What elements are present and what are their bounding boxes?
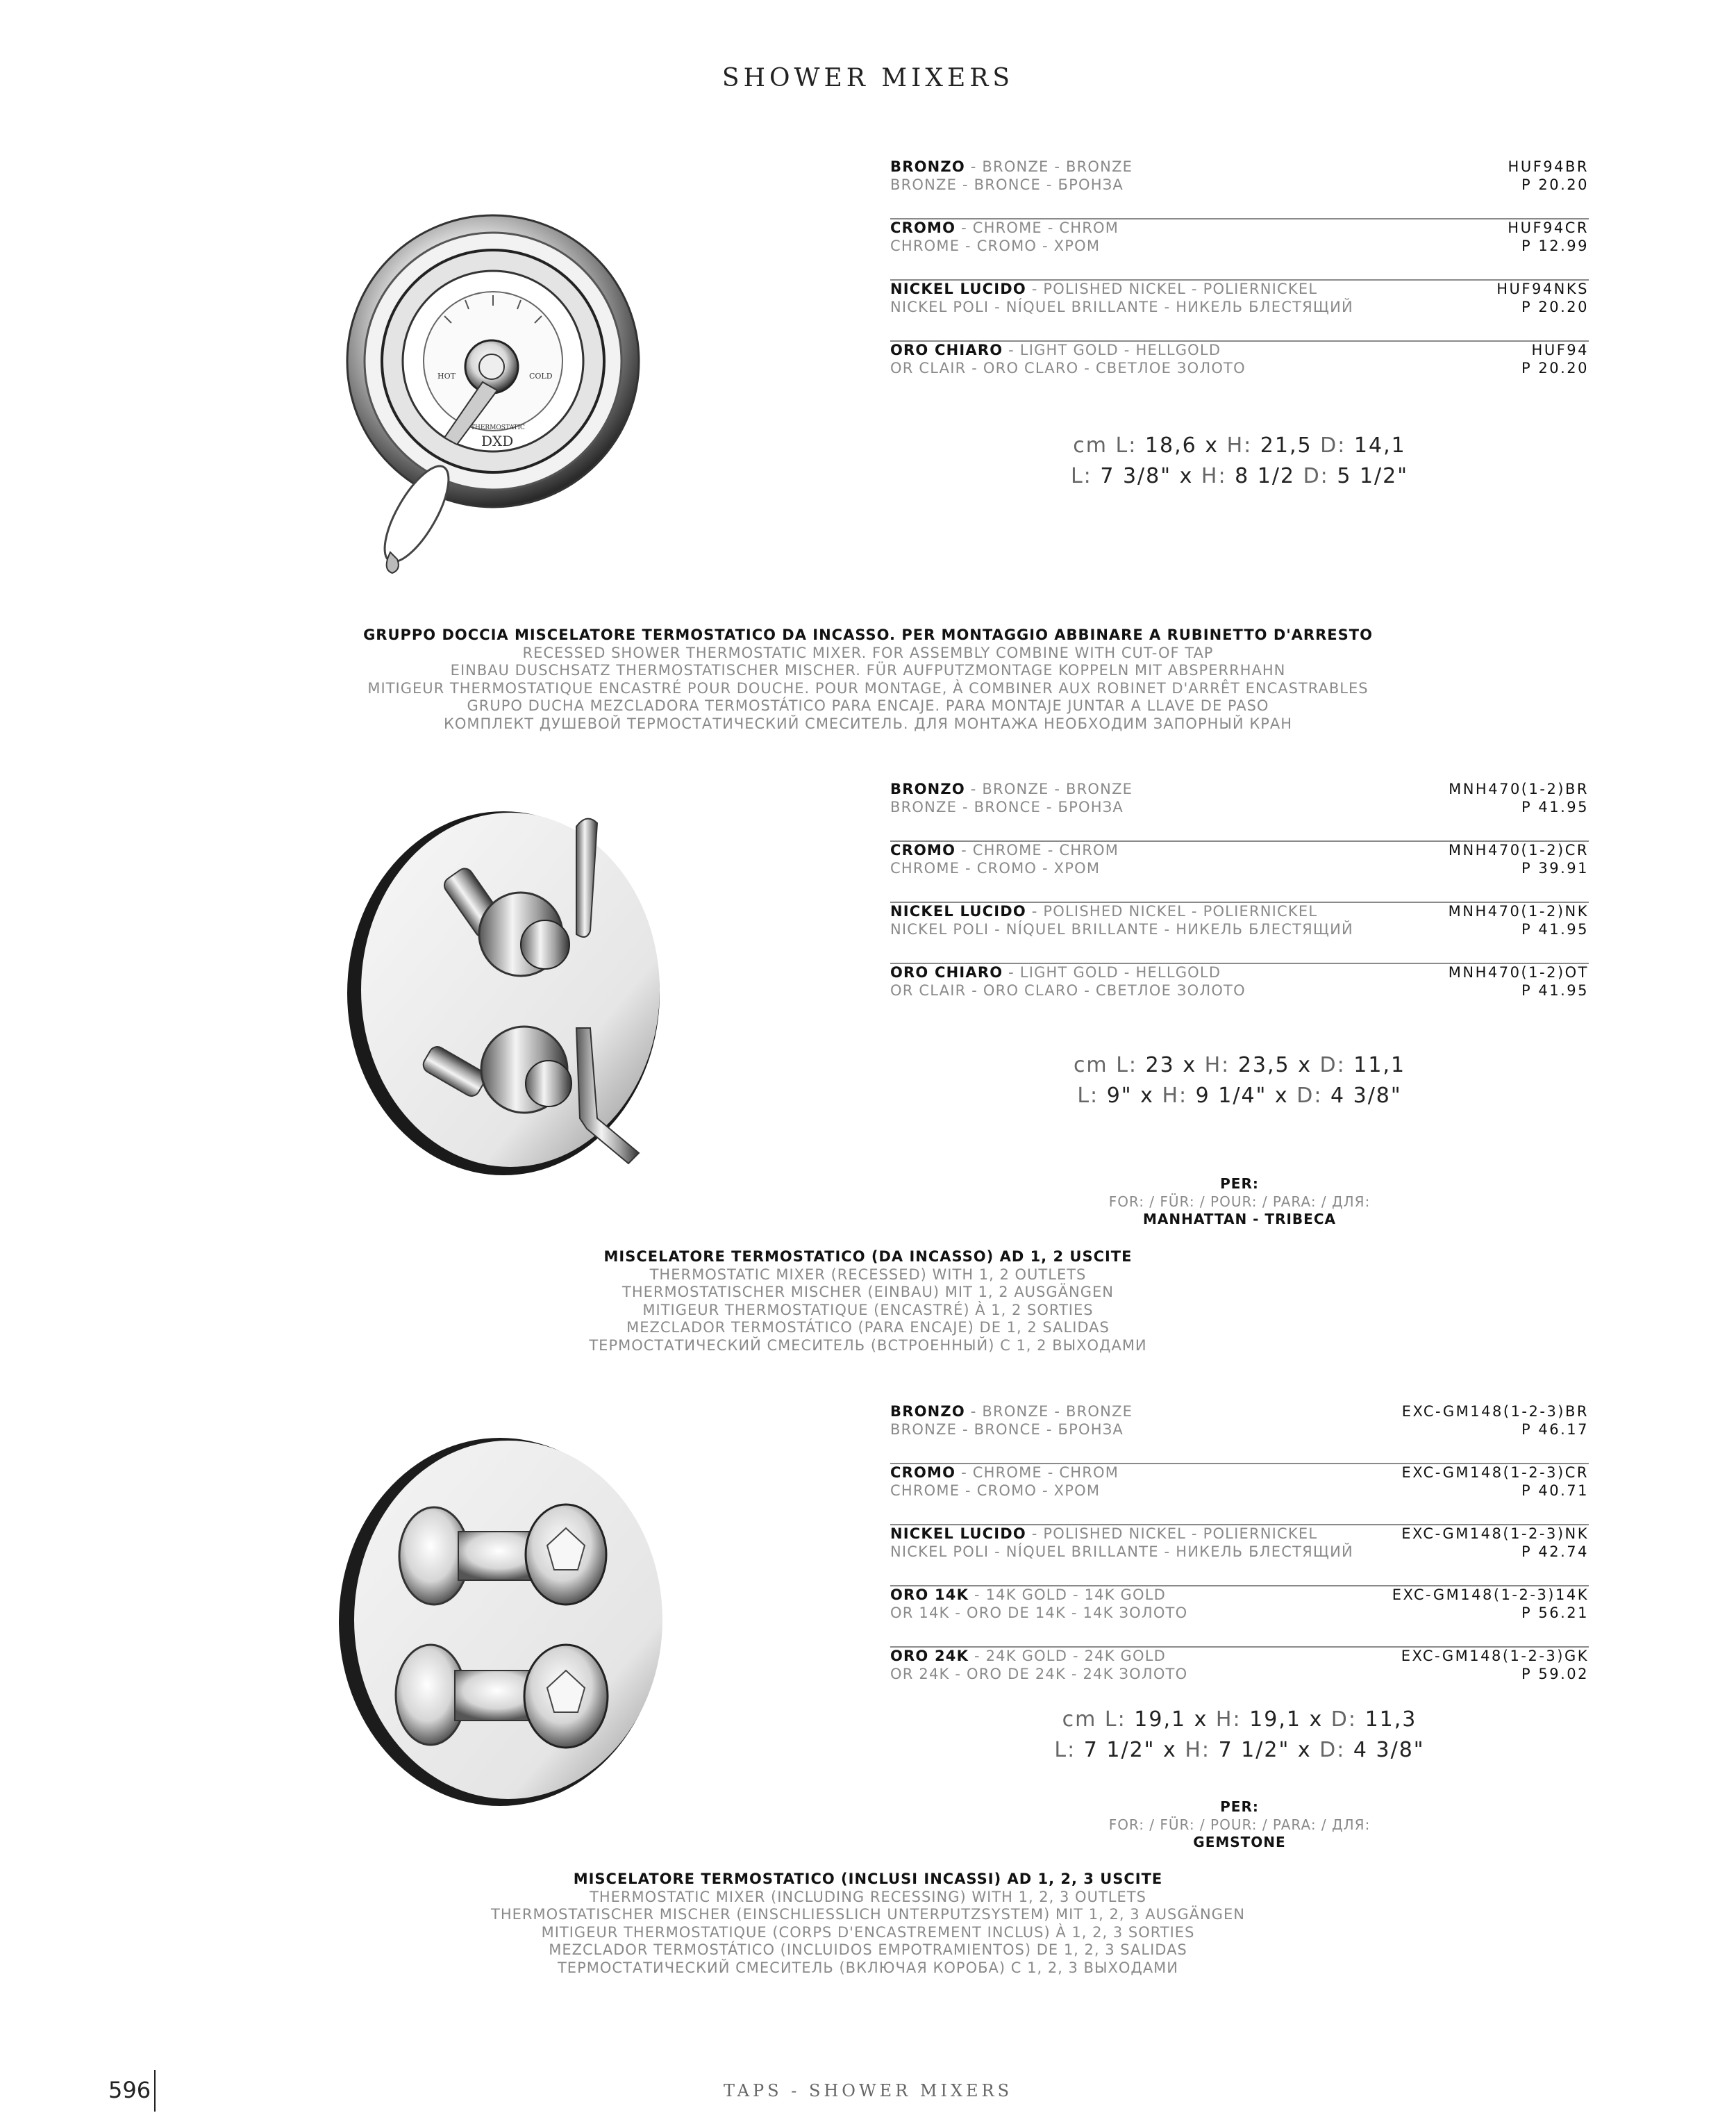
variant-finish-translations: - LIGHT GOLD - HELLGOLD [1003, 342, 1221, 358]
variant-name: ORO CHIARO [890, 342, 1003, 358]
variant-row [890, 842, 1589, 903]
variant-finish-translations-2: OR CLAIR - ORO CLARO - СВЕТЛОЕ ЗОЛОТО [890, 982, 1246, 999]
variant-list-1 [890, 158, 1589, 401]
description-line: THERMOSTATIC MIXER (RECESSED) WITH 1, 2 OUTLETS [649, 1266, 1087, 1283]
variant-finish [890, 903, 1317, 920]
variant-finish [890, 342, 1221, 358]
variant-code: MNH470(1-2)OT [1448, 964, 1589, 981]
description-main: MISCELATORE TERMOSTATICO (DA INCASSO) AD 1, 2 USCITE [603, 1248, 1133, 1265]
variant-code: EXC-GM148(1-2-3)NK [1401, 1525, 1589, 1542]
variant-finish-translations: - LIGHT GOLD - HELLGOLD [1003, 964, 1221, 981]
variant-finish [890, 1464, 1119, 1481]
variant-price: P 39.91 [1521, 860, 1589, 877]
variant-code: MNH470(1-2)BR [1449, 781, 1589, 797]
variant-row [890, 342, 1589, 401]
dial-cold-label: COLD [529, 372, 553, 381]
variant-row [890, 964, 1589, 1024]
variant-finish-translations-2: NICKEL POLI - NÍQUEL BRILLANTE - НИКЕЛЬ БЛЕСТЯЩИЙ [890, 1543, 1353, 1560]
dimensions-1 [890, 431, 1589, 492]
variant-row [890, 1403, 1589, 1464]
page-number: 596 [108, 2077, 151, 2103]
variant-price: P 46.17 [1521, 1421, 1589, 1438]
variant-name: NICKEL LUCIDO [890, 281, 1026, 297]
variant-finish-translations-2: CHROME - CROMO - ХРОМ [890, 1482, 1101, 1499]
variant-row [890, 219, 1589, 281]
thermostatic-dial-mixer-image [333, 208, 660, 583]
page-footer: TAPS - SHOWER MIXERS [723, 2081, 1013, 2100]
description-line: THERMOSTATISCHER MISCHER (EINSCHLIESSLICH UNTERPUTZSYSTEM) MIT 1, 2, 3 AUSGÄNGEN [491, 1906, 1245, 1923]
variant-finish [890, 219, 1119, 236]
variant-finish-translations-2: BRONZE - BRONCE - БРОНЗА [890, 1421, 1124, 1438]
dims-cm: cm L: 18,6 x H: 21,5 D: 14,1 [1073, 433, 1406, 458]
variant-finish-translations: - CHROME - CHROM [955, 842, 1119, 859]
variant-finish-translations: - BRONZE - BRONZE [965, 158, 1133, 175]
variant-row [890, 1525, 1589, 1586]
variant-code: EXC-GM148(1-2-3)CR [1401, 1464, 1589, 1481]
variant-price: P 41.95 [1521, 982, 1589, 999]
variant-row [890, 158, 1589, 219]
variant-price: P 20.20 [1521, 360, 1589, 376]
description-main: MISCELATORE TERMOSTATICO (INCLUSI INCASSI) AD 1, 2, 3 USCITE [573, 1871, 1163, 1887]
description-3 [0, 1871, 1736, 1977]
per-languages: FOR: / FÜR: / POUR: / PARA: / ДЛЯ: [1108, 1816, 1371, 1833]
variant-code: EXC-GM148(1-2-3)14K [1392, 1586, 1589, 1603]
description-line: ТЕРМОСТАТИЧЕСКИЙ СМЕСИТЕЛЬ (ВКЛЮЧАЯ КОРОБА) С 1, 2, 3 ВЫХОДАМИ [557, 1959, 1179, 1976]
variant-name: NICKEL LUCIDO [890, 1525, 1026, 1542]
variant-finish [890, 1648, 1166, 1664]
variant-finish-translations-2: BRONZE - BRONCE - БРОНЗА [890, 799, 1124, 815]
variant-list-2 [890, 781, 1589, 1024]
variant-price: P 41.95 [1521, 921, 1589, 938]
description-line: EINBAU DUSCHSATZ THERMOSTATISCHER MISCHER. FÜR AUFPUTZMONTAGE KOPPELN MIT ABSPERRHAHN [450, 662, 1286, 679]
variant-name: CROMO [890, 842, 956, 859]
per-label: PER: [1220, 1175, 1259, 1192]
variant-finish [890, 842, 1119, 859]
variant-finish-translations-2: OR 24K - ORO DE 24K - 24K ЗОЛОТО [890, 1666, 1188, 1682]
description-line: MITIGEUR THERMOSTATIQUE (CORPS D'ENCASTREMENT INCLUS) À 1, 2, 3 SORTIES [541, 1923, 1195, 1941]
variant-finish-translations: - BRONZE - BRONZE [965, 781, 1133, 797]
description-1 [0, 627, 1736, 733]
variant-price: P 42.74 [1521, 1543, 1589, 1560]
description-line: ТЕРМОСТАТИЧЕСКИЙ СМЕСИТЕЛЬ (ВСТРОЕННЫЙ) С 1, 2 ВЫХОДАМИ [589, 1336, 1147, 1354]
variant-code: MNH470(1-2)CR [1448, 842, 1589, 859]
variant-finish-translations: - POLISHED NICKEL - POLIERNICKEL [1026, 281, 1318, 297]
per-collection: MANHATTAN - TRIBECA [1143, 1211, 1336, 1227]
page-title: SHOWER MIXERS [721, 64, 1015, 92]
crystal-knob-mixer-image [326, 1431, 674, 1820]
variant-code: HUF94CR [1508, 219, 1589, 236]
variant-finish [890, 281, 1317, 297]
variant-finish-translations: - POLISHED NICKEL - POLIERNICKEL [1026, 1525, 1318, 1542]
variant-code: EXC-GM148(1-2-3)BR [1401, 1403, 1589, 1420]
dial-hot-label: HOT [437, 372, 456, 381]
description-2 [0, 1248, 1736, 1354]
variant-price: P 59.02 [1521, 1666, 1589, 1682]
variant-finish [890, 1403, 1133, 1420]
variant-finish-translations: - BRONZE - BRONZE [965, 1403, 1133, 1420]
variant-row [890, 781, 1589, 842]
variant-finish-translations-2: CHROME - CROMO - ХРОМ [890, 238, 1101, 254]
description-line: MEZCLADOR TERMOSTÁTICO (PARA ENCAJE) DE 1, 2 SALIDAS [626, 1319, 1110, 1336]
variant-name: ORO 24K [890, 1648, 969, 1664]
compatibility-2 [890, 1175, 1589, 1229]
variant-price: P 41.95 [1521, 799, 1589, 815]
variant-code: MNH470(1-2)NK [1448, 903, 1589, 920]
variant-finish [890, 1525, 1317, 1542]
variant-price: P 20.20 [1521, 299, 1589, 315]
variant-code: EXC-GM148(1-2-3)GK [1401, 1648, 1589, 1664]
dial-brand-label: THERMOSTATIC [471, 424, 525, 431]
variant-name: BRONZO [890, 781, 965, 797]
per-collection: GEMSTONE [1193, 1834, 1286, 1850]
per-label: PER: [1220, 1798, 1259, 1815]
variant-finish [890, 964, 1221, 981]
per-languages: FOR: / FÜR: / POUR: / PARA: / ДЛЯ: [1108, 1193, 1371, 1210]
variant-name: ORO 14K [890, 1586, 969, 1603]
description-main: GRUPPO DOCCIA MISCELATORE TERMOSTATICO DA INCASSO. PER MONTAGGIO ABBINARE A RUBINETTO D'ARRESTO [363, 627, 1373, 643]
variant-name: NICKEL LUCIDO [890, 903, 1026, 920]
compatibility-3 [890, 1798, 1589, 1852]
description-line: RECESSED SHOWER THERMOSTATIC MIXER. FOR ASSEMBLY COMBINE WITH CUT-OF TAP [522, 644, 1214, 661]
variant-row [890, 281, 1589, 342]
twin-lever-mixer-image [312, 792, 674, 1181]
variant-name: CROMO [890, 1464, 956, 1481]
variant-finish-translations-2: CHROME - CROMO - ХРОМ [890, 860, 1101, 877]
variant-finish-translations: - 14K GOLD - 14K GOLD [969, 1586, 1167, 1603]
variant-finish-translations: - POLISHED NICKEL - POLIERNICKEL [1026, 903, 1318, 920]
variant-name: CROMO [890, 219, 956, 236]
variant-name: BRONZO [890, 1403, 965, 1420]
variant-finish [890, 1586, 1166, 1603]
description-line: THERMOSTATISCHER MISCHER (EINBAU) MIT 1, 2 AUSGÄNGEN [622, 1284, 1114, 1300]
variant-finish-translations-2: OR 14K - ORO DE 14K - 14K ЗОЛОТО [890, 1605, 1188, 1621]
dims-inch: L: 7 3/8" x H: 8 1/2 D: 5 1/2" [1070, 464, 1409, 488]
variant-finish-translations: - 24K GOLD - 24K GOLD [969, 1648, 1167, 1664]
description-line: GRUPO DUCHA MEZCLADORA TERMOSTÁTICO PARA ENCAJE. PARA MONTAJE JUNTAR A LLAVE DE PASO [467, 697, 1269, 714]
description-line: MITIGEUR THERMOSTATIQUE (ENCASTRÉ) À 1, 2 SORTIES [642, 1301, 1094, 1318]
description-line: THERMOSTATIC MIXER (INCLUDING RECESSING) WITH 1, 2, 3 OUTLETS [590, 1888, 1146, 1905]
variant-finish-translations: - CHROME - CHROM [955, 1464, 1119, 1481]
variant-finish-translations-2: NICKEL POLI - NÍQUEL BRILLANTE - НИКЕЛЬ БЛЕСТЯЩИЙ [890, 299, 1353, 315]
variant-finish [890, 781, 1133, 797]
variant-price: P 20.20 [1521, 176, 1589, 193]
variant-finish-translations-2: BRONZE - BRONCE - БРОНЗА [890, 176, 1124, 193]
variant-finish-translations-2: NICKEL POLI - NÍQUEL BRILLANTE - НИКЕЛЬ БЛЕСТЯЩИЙ [890, 921, 1353, 938]
logo-mark: DXD [481, 433, 514, 449]
variant-code: HUF94NKS [1496, 281, 1589, 297]
variant-row [890, 1586, 1589, 1648]
variant-finish-translations: - CHROME - CHROM [955, 219, 1119, 236]
variant-price: P 40.71 [1521, 1482, 1589, 1499]
description-line: MEZCLADOR TERMOSTÁTICO (INCLUIDOS EMPOTRAMIENTOS) DE 1, 2, 3 SALIDAS [549, 1941, 1187, 1958]
variant-row [890, 1648, 1589, 1707]
dims-cm: cm L: 23 x H: 23,5 x D: 11,1 [1073, 1053, 1406, 1077]
variant-code: HUF94 [1531, 342, 1589, 358]
dims-inch: L: 7 1/2" x H: 7 1/2" x D: 4 3/8" [1054, 1738, 1425, 1762]
dims-inch: L: 9" x H: 9 1/4" x D: 4 3/8" [1077, 1084, 1402, 1108]
description-line: КОМПЛЕКТ ДУШЕВОЙ ТЕРМОСТАТИЧЕСКИЙ СМЕСИТЕЛЬ. ДЛЯ МОНТАЖА НЕОБХОДИМ ЗАПОРНЫЙ КРАН [443, 715, 1293, 732]
variant-price: P 56.21 [1521, 1605, 1589, 1621]
dimensions-3 [890, 1705, 1589, 1766]
variant-code: HUF94BR [1508, 158, 1589, 175]
variant-row [890, 903, 1589, 964]
variant-price: P 12.99 [1521, 238, 1589, 254]
variant-list-3 [890, 1403, 1589, 1707]
dims-cm: cm L: 19,1 x H: 19,1 x D: 11,3 [1062, 1707, 1417, 1732]
description-line: MITIGEUR THERMOSTATIQUE ENCASTRÉ POUR DOUCHE. POUR MONTAGE, À COMBINER AUX ROBINET D'ARRÊT ENCASTRABLES [367, 679, 1369, 697]
variant-row [890, 1464, 1589, 1525]
variant-finish [890, 158, 1133, 175]
variant-name: BRONZO [890, 158, 965, 175]
dimensions-2 [890, 1050, 1589, 1111]
variant-name: ORO CHIARO [890, 964, 1003, 981]
variant-finish-translations-2: OR CLAIR - ORO CLARO - СВЕТЛОЕ ЗОЛОТО [890, 360, 1246, 376]
